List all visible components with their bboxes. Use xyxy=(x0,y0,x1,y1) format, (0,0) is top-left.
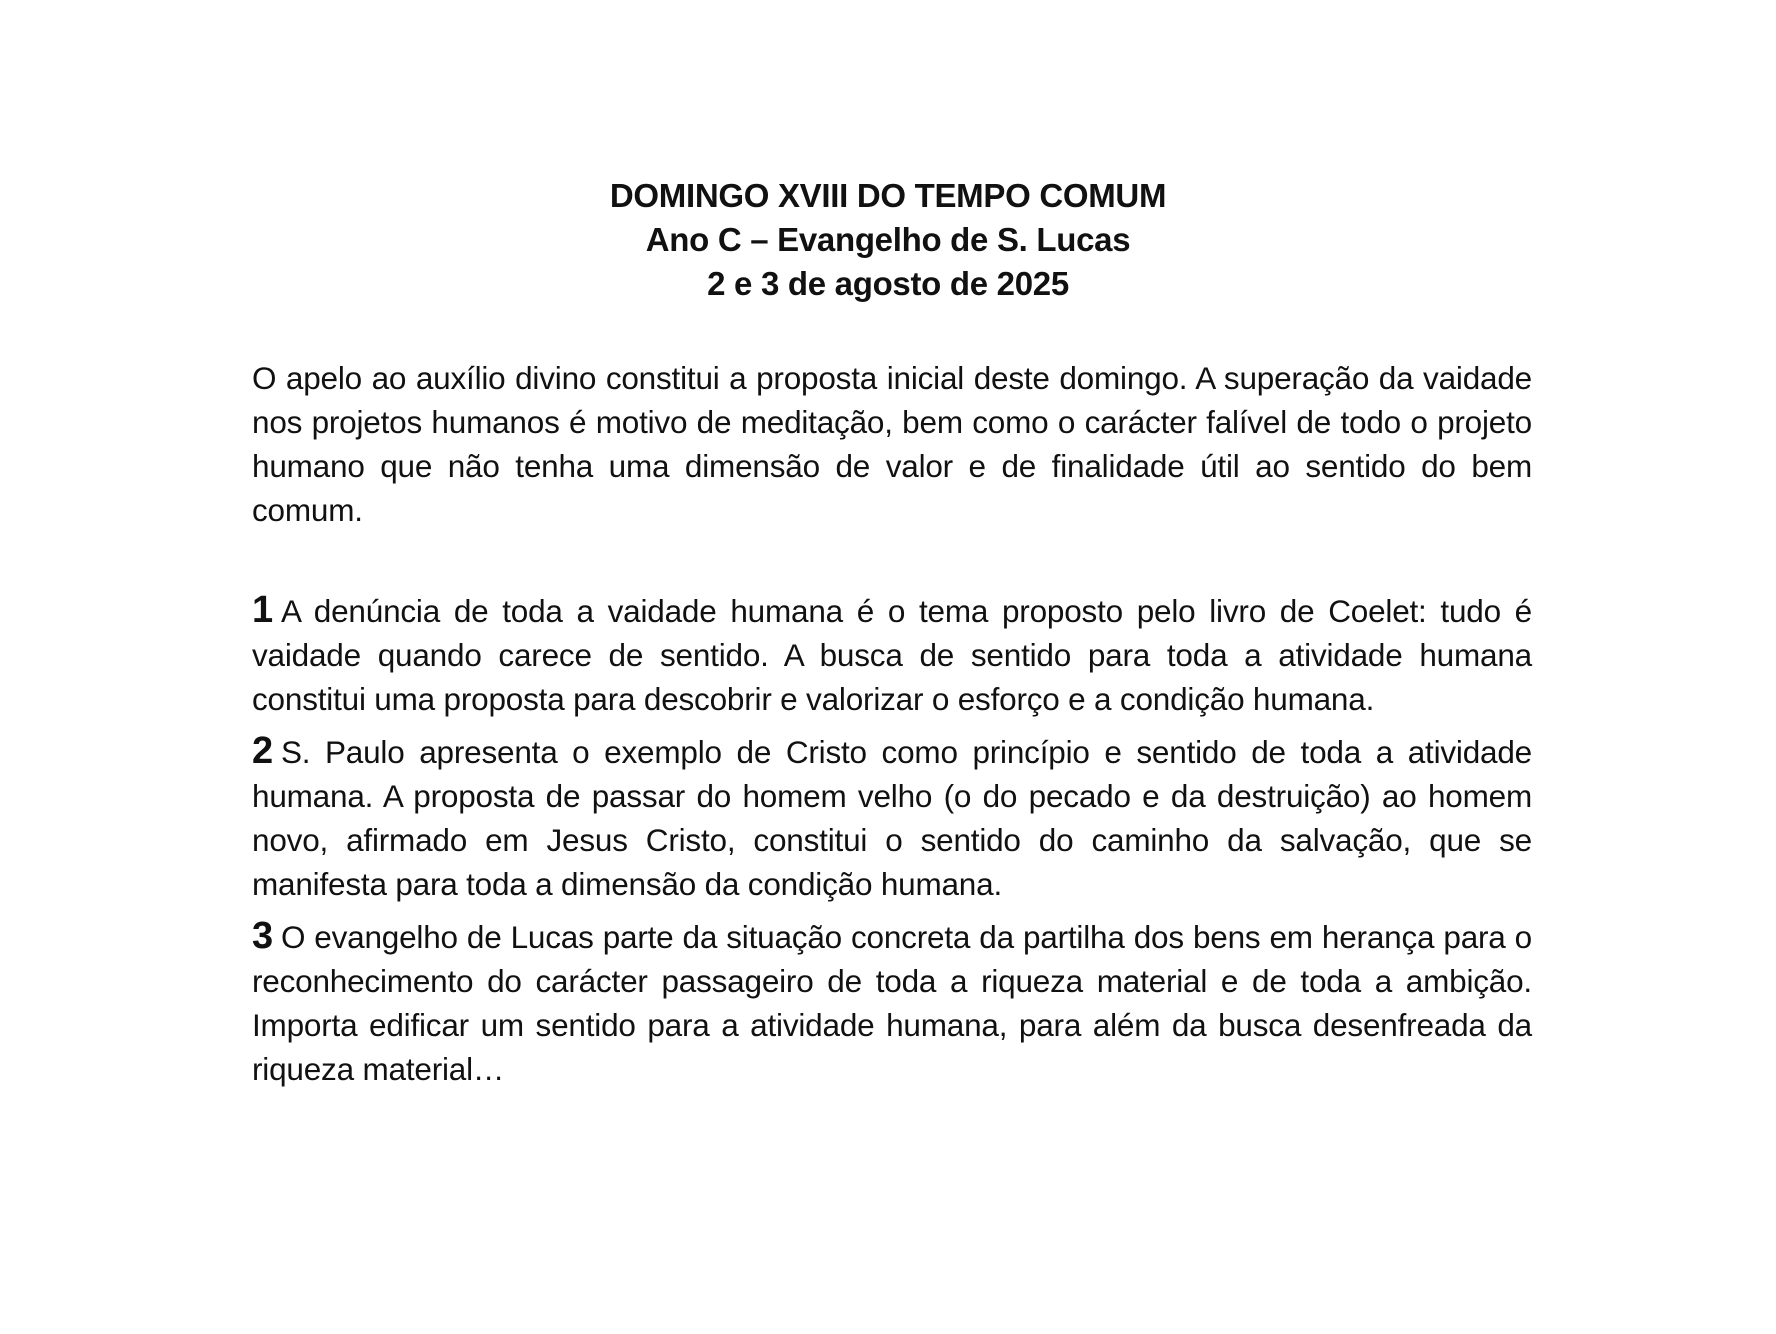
point-number-2: 2 xyxy=(252,730,273,772)
document-header xyxy=(0,174,1776,306)
point-text-1: A denúncia de toda a vaidade humana é o tema proposto pelo livro de Coelet: tudo é vaidade quando carece de sentido. A busca de sentido para toda a atividade humana constitui uma proposta para descobrir e valorizar o esforço e a condição humana. xyxy=(252,593,1532,717)
header-title: DOMINGO XVIII DO TEMPO COMUM xyxy=(609,177,1167,214)
point-paragraph-3 xyxy=(252,914,1532,1091)
point-text-3: O evangelho de Lucas parte da situação concreta da partilha dos bens em herança para o reconhecimento do carácter passageiro de toda a riqueza material e de toda a ambição. Importa edificar um sentido para a atividade humana, para além da busca desenfreada da riqueza material… xyxy=(252,919,1532,1087)
header-date: 2 e 3 de agosto de 2025 xyxy=(707,265,1069,302)
point-number-3: 3 xyxy=(252,915,273,957)
header-subtitle: Ano C – Evangelho de S. Lucas xyxy=(645,221,1131,258)
point-paragraph-1 xyxy=(252,588,1532,721)
point-number-1: 1 xyxy=(252,589,273,631)
point-paragraph-2 xyxy=(252,729,1532,906)
intro-paragraph: O apelo ao auxílio divino constitui a proposta inicial deste domingo. A superação da vaidade nos projetos humanos é motivo de meditação, bem como o carácter falível de todo o projeto humano que não tenha uma dimensão de valor e de finalidade útil ao sentido do bem comum. xyxy=(252,360,1532,528)
spacer xyxy=(252,532,1532,576)
point-text-2: S. Paulo apresenta o exemplo de Cristo como princípio e sentido de toda a atividade humana. A proposta de passar do homem velho (o do pecado e da destruição) ao homem novo, afirmado em Jesus Cristo, constitui o sentido do caminho da salvação, que se manifesta para toda a dimensão da condição humana. xyxy=(252,734,1532,902)
document-body xyxy=(252,356,1532,1091)
